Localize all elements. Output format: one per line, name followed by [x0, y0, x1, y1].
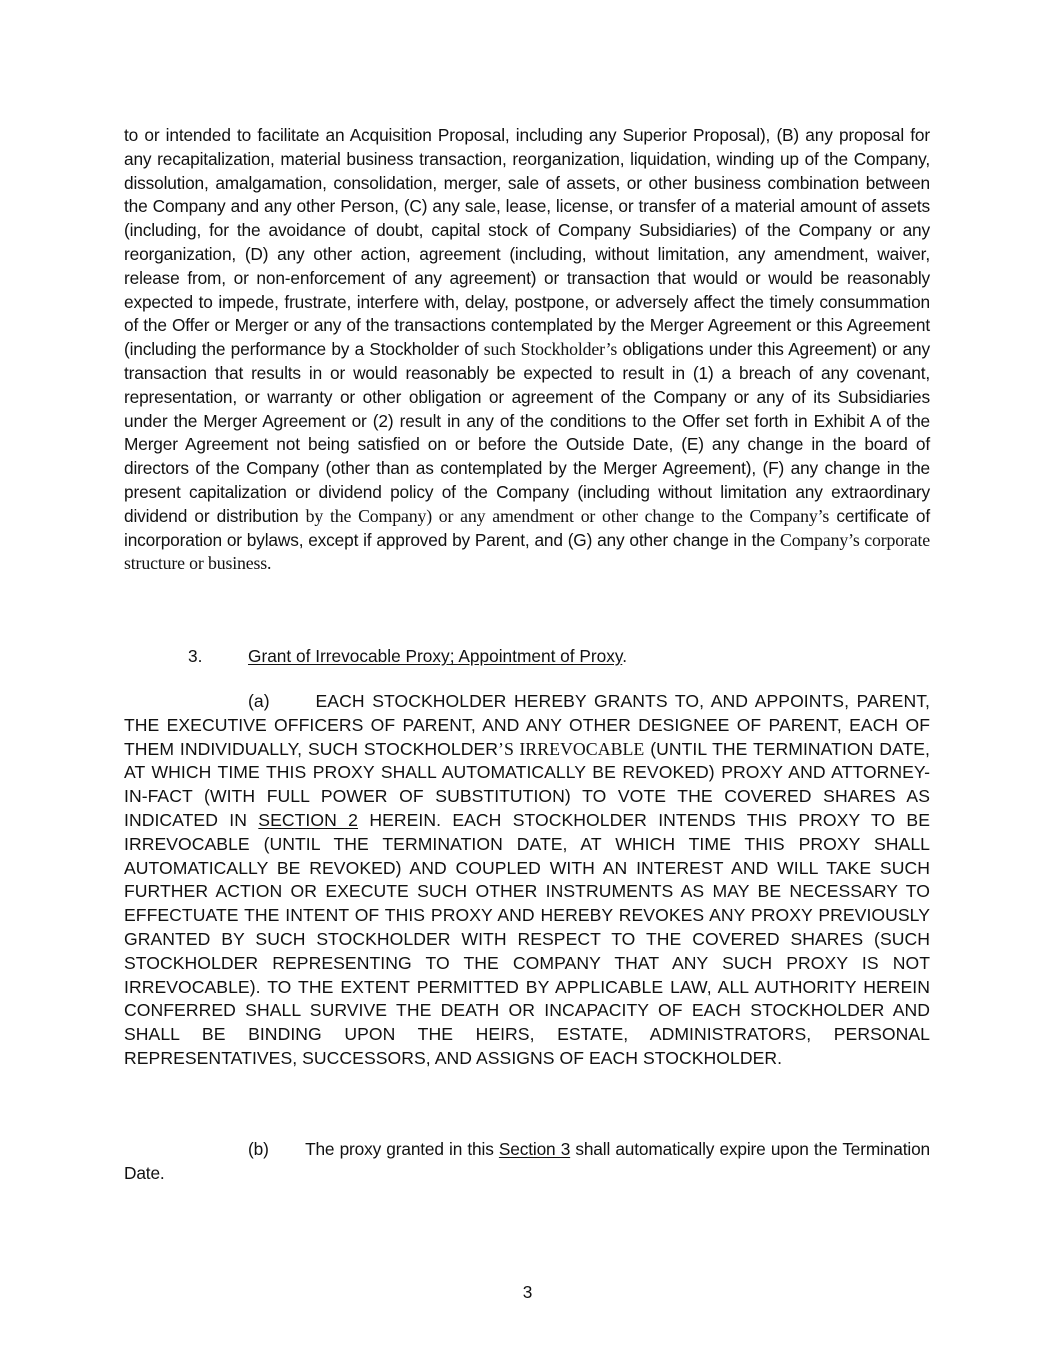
- page-number: 3: [522, 1282, 533, 1302]
- paragraph-text-serif: by the Company) or any amendment or other change to the Company’s: [305, 505, 830, 526]
- paragraph-acquisition-proposal: [124, 124, 930, 576]
- section-3-reference: Section 3: [498, 1139, 571, 1159]
- section-3-heading: [188, 645, 627, 669]
- subsection-b-label: (b): [248, 1139, 269, 1159]
- subsection-a: [124, 690, 930, 1071]
- paragraph-text: to or intended to facilitate an Acquisition Proposal, including any Superior Proposal), (B) any proposal for any recapitalization, material business transaction, reorganization, liquidation, winding up of the Company, dissolution, amalgamation, consolidation, merger, sale of assets, or other business combination between the Company and any other Person, (C) any sale, lease, license, or transfer of a material amount of assets (including, for the avoidance of doubt, capital stock of Company Subsidiaries) of the Company or any reorganization, (D) any other action, agreement (including, without limitation, any amendment, waiver, release from, or non-enforcement of any agreement) or transaction that would or would be reasonably expected to impede, frustrate, interfere with, delay, postpone, or adversely affect the timely consummation of the Offer or Merger or any of the transactions contemplated by the Merger Agreement or this Agreement (including the performance by a Stockholder of: [124, 125, 930, 360]
- document-page: [124, 124, 931, 1183]
- subsection-b: [124, 1138, 930, 1186]
- subsection-a-text: HEREIN. EACH STOCKHOLDER INTENDS THIS PROXY TO BE IRREVOCABLE (UNTIL THE TERMINATION DATE, AT WHICH TIME THIS PROXY SHALL AUTOMATICALLY BE REVOKED) AND COUPLED WITH AN INTEREST AND WILL TAKE SUCH FURTHER ACTION OR EXECUTE SUCH OTHER INSTRUMENTS AS MAY BE NECESSARY TO EFFECTUATE THE INTENT OF THIS PROXY AND HEREBY REVOKES ANY PROXY PREVIOUSLY GRANTED BY SUCH STOCKHOLDER WITH RESPECT TO THE COVERED SHARES (SUCH STOCKHOLDER REPRESENTING TO THE COMPANY THAT ANY SUCH PROXY IS NOT IRREVOCABLE). TO THE EXTENT PERMITTED BY APPLICABLE LAW, ALL AUTHORITY HEREIN CONFERRED SHALL SURVIVE THE DEATH OR INCAPACITY OF EACH STOCKHOLDER AND SHALL BE BINDING UPON THE HEIRS, ESTATE, ADMINISTRATORS, PERSONAL REPRESENTATIVES, SUCCESSORS, AND ASSIGNS OF EACH STOCKHOLDER.: [124, 809, 930, 1068]
- subsection-a-text: EACH STOCKHOLDER HEREBY GRANTS TO, AND APPOINTS, PARENT, THE EXECUTIVE OFFICERS OF PARENT, AND ANY OTHER DESIGNEE OF PARENT, EACH OF THEM INDIVIDUALLY, SUCH STOCKHOLDER: [124, 691, 930, 759]
- paragraph-text: certificate of incorporation or bylaws, except if approved by Parent, and (G) any other change in the: [124, 505, 930, 550]
- section-2-reference: SECTION 2: [258, 809, 358, 830]
- subsection-b-text: shall automatically expire upon the Termination Date.: [124, 1139, 930, 1183]
- section-title-period: .: [622, 646, 628, 666]
- subsection-b-text: The proxy granted in this: [305, 1139, 494, 1159]
- section-title: Grant of Irrevocable Proxy; Appointment of Proxy: [248, 646, 623, 666]
- subsection-a-text: (UNTIL THE TERMINATION DATE, AT WHICH TIME THIS PROXY SHALL AUTOMATICALLY BE REVOKED) PROXY AND ATTORNEY-IN-FACT (WITH FULL POWER OF SUBSTITUTION) TO VOTE THE COVERED SHARES AS INDICATED IN: [124, 738, 930, 830]
- paragraph-text-serif: Company’s corporate structure or business.: [124, 529, 931, 574]
- paragraph-text: obligations under this Agreement) or any transaction that results in or would reasonably be expected to result in (1) a breach of any covenant, representation, or warranty or other obligation or agreement of the Company or any of its Subsidiaries under the Merger Agreement or (2) result in any of the conditions to the Offer set forth in Exhibit A of the Merger Agreement not being satisfied on or before the Outside Date, (E) any change in the board of directors of the Company (other than as contemplated by the Merger Agreement), (F) any change in the present capitalization or dividend policy of the Company (including without limitation any extraordinary dividend or distribution: [124, 339, 931, 526]
- subsection-a-text-serif: ’S IRREVOCABLE: [498, 738, 645, 759]
- subsection-a-label: (a): [248, 691, 270, 711]
- paragraph-text-serif: such Stockholder’s: [483, 339, 618, 360]
- section-number: 3.: [188, 646, 203, 666]
